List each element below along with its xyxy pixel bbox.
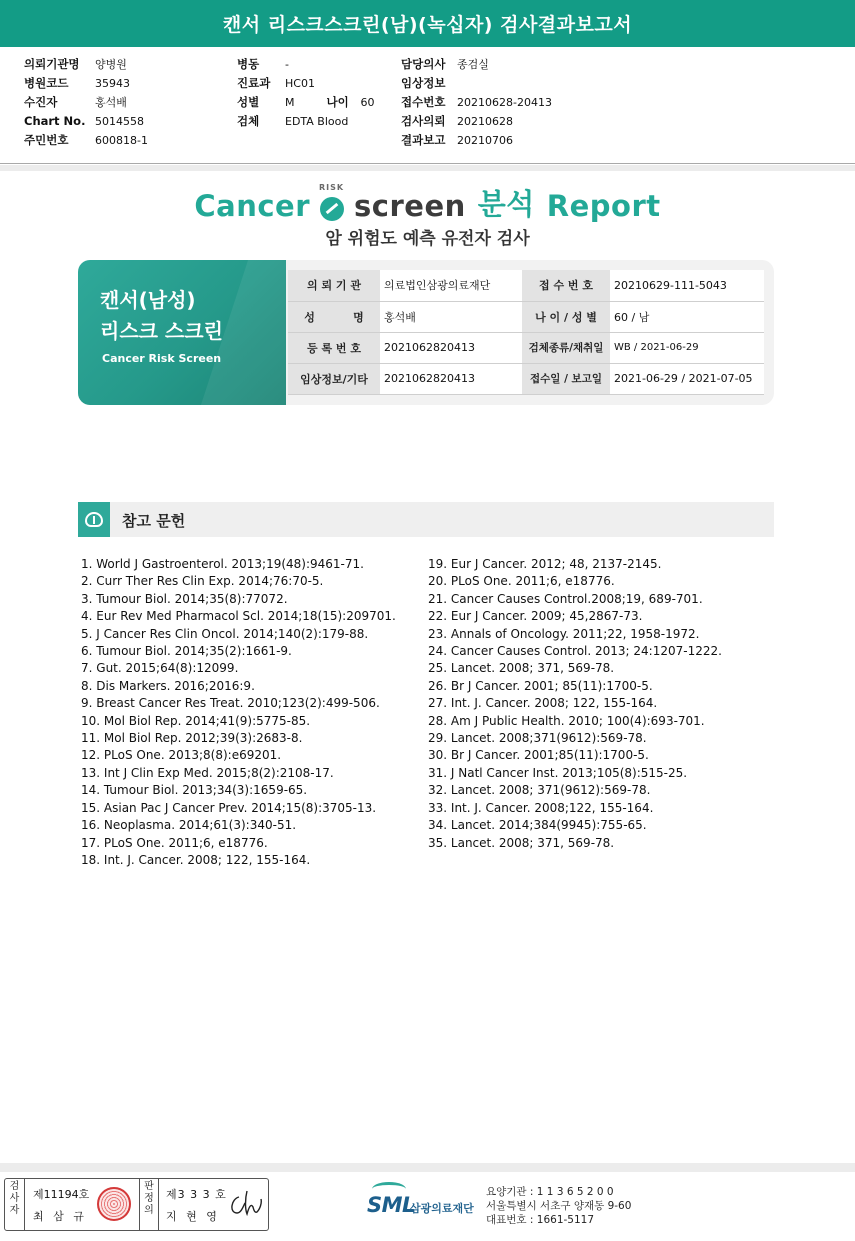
table-row bbox=[288, 332, 764, 363]
info-label: 결과보고 bbox=[401, 133, 446, 147]
info-row-specimen bbox=[237, 112, 375, 131]
examiner-license: 제11194호 bbox=[33, 1188, 90, 1201]
reference-item: 12. PLoS One. 2013;8(8):e69201. bbox=[81, 748, 282, 763]
info-label: 검사의뢰 bbox=[401, 114, 446, 128]
table-cell: WB / 2021-06-29 bbox=[610, 332, 764, 363]
examiner-name: 최 삼 규 bbox=[33, 1210, 87, 1223]
logo-cancer-text: Cancer bbox=[194, 189, 311, 223]
page-subtitle: 암 위험도 예측 유전자 검사 bbox=[325, 229, 530, 249]
info-row-request-date bbox=[401, 112, 552, 131]
info-value: 5014558 bbox=[95, 115, 144, 128]
card-title-panel bbox=[78, 260, 286, 405]
info-value: HC01 bbox=[285, 77, 315, 90]
card-title-line1: 캔서(남성) bbox=[100, 288, 196, 312]
reference-item: 6. Tumour Biol. 2014;35(2):1661-9. bbox=[81, 644, 292, 659]
patient-info-col2 bbox=[237, 55, 375, 131]
info-value: - bbox=[285, 58, 289, 71]
table-header-cell: 접 수 번 호 bbox=[522, 270, 610, 301]
info-label: 수진자 bbox=[24, 95, 58, 109]
references-list-left bbox=[81, 556, 396, 869]
card-title-en: Cancer Risk Screen bbox=[102, 352, 222, 365]
reference-item: 23. Annals of Oncology. 2011;22, 1958-1972. bbox=[428, 626, 700, 641]
info-row-report-date bbox=[401, 131, 552, 150]
report-title: 캔서 리스크스크린(남)(녹십자) 검사결과보고서 bbox=[0, 0, 855, 47]
reference-item: 16. Neoplasma. 2014;61(3):340-51. bbox=[81, 818, 297, 833]
logo-risk-text: RISK bbox=[319, 183, 345, 192]
info-label: 담당의사 bbox=[401, 57, 446, 71]
info-row-hospital-code bbox=[24, 74, 148, 93]
card-title-line2: 리스크 스크린 bbox=[100, 319, 223, 343]
reference-item: 25. Lancet. 2008; 371, 569-78. bbox=[428, 661, 615, 676]
reference-item: 32. Lancet. 2008; 371(9612):569-78. bbox=[428, 783, 651, 798]
table-header-cell: 성 명 bbox=[288, 301, 380, 332]
examiner-vertical-label: 검사자 bbox=[5, 1179, 25, 1230]
cancer-risk-screen-logo bbox=[0, 183, 855, 223]
table-cell: 2021062820413 bbox=[380, 332, 522, 363]
info-label: 임상정보 bbox=[401, 76, 446, 90]
reference-item: 18. Int. J. Cancer. 2008; 122, 155-164. bbox=[81, 852, 311, 867]
info-label: 나이 bbox=[326, 95, 349, 109]
table-header-cell: 검체종류/채취일 bbox=[522, 332, 610, 363]
reference-item: 15. Asian Pac J Cancer Prev. 2014;15(8):3705-13. bbox=[81, 800, 377, 815]
logo-screen-text: screen bbox=[354, 189, 466, 223]
info-value: 종검실 bbox=[457, 58, 489, 71]
signature-box bbox=[4, 1178, 269, 1231]
info-value: 600818-1 bbox=[95, 134, 148, 147]
table-cell: 2021-06-29 / 2021-07-05 bbox=[610, 363, 764, 394]
divider-band bbox=[0, 165, 855, 171]
info-value: 20210706 bbox=[457, 134, 513, 147]
reference-item: 29. Lancet. 2008;371(9612):569-78. bbox=[428, 731, 647, 746]
reference-item: 27. Int. J. Cancer. 2008; 122, 155-164. bbox=[428, 696, 658, 711]
reference-item: 9. Breast Cancer Res Treat. 2010;123(2):499-506. bbox=[81, 696, 380, 711]
reviewer-vertical-label: 판정의 bbox=[139, 1179, 159, 1230]
table-cell: 의료법인삼광의료재단 bbox=[380, 270, 522, 301]
reference-item: 2. Curr Ther Res Clin Exp. 2014;76:70-5. bbox=[81, 574, 324, 589]
reference-item: 35. Lancet. 2008; 371, 569-78. bbox=[428, 835, 615, 850]
reference-item: 10. Mol Biol Rep. 2014;41(9):5775-85. bbox=[81, 713, 311, 728]
info-label: 검체 bbox=[237, 114, 260, 128]
reference-item: 30. Br J Cancer. 2001;85(11):1700-5. bbox=[428, 748, 649, 763]
table-cell: 2021062820413 bbox=[380, 363, 522, 394]
reference-item: 14. Tumour Biol. 2013;34(3):1659-65. bbox=[81, 783, 308, 798]
info-label: 주민번호 bbox=[24, 133, 69, 147]
info-value: 20210628-20413 bbox=[457, 96, 552, 109]
info-label: 진료과 bbox=[237, 76, 271, 90]
reference-item: 22. Eur J Cancer. 2009; 45,2867-73. bbox=[428, 609, 643, 624]
info-value: 60 bbox=[360, 96, 375, 109]
contact-line: 대표번호 : 1661-5117 bbox=[486, 1214, 595, 1226]
patient-info-col1 bbox=[24, 55, 148, 150]
info-value: 양병원 bbox=[95, 58, 127, 71]
info-label: 의뢰기관명 bbox=[24, 57, 80, 71]
info-row-ward bbox=[237, 55, 375, 74]
reviewer-name: 지 현 영 bbox=[166, 1210, 220, 1223]
table-header-cell: 임상정보/기타 bbox=[288, 363, 380, 394]
info-row-department bbox=[237, 74, 375, 93]
info-row-sex-age bbox=[237, 93, 375, 112]
reference-item: 34. Lancet. 2014;384(9945):755-65. bbox=[428, 818, 647, 833]
info-value: M bbox=[285, 96, 295, 109]
divider bbox=[0, 163, 855, 164]
summary-card bbox=[78, 260, 774, 405]
reference-item: 33. Int. J. Cancer. 2008;122, 155-164. bbox=[428, 800, 654, 815]
reference-item: 5. J Cancer Res Clin Oncol. 2014;140(2):179-88. bbox=[81, 626, 369, 641]
table-cell: 홍석배 bbox=[380, 301, 522, 332]
table-header-cell: 나 이 / 성 별 bbox=[522, 301, 610, 332]
reference-item: 21. Cancer Causes Control.2008;19, 689-701. bbox=[428, 591, 703, 606]
reference-item: 31. J Natl Cancer Inst. 2013;105(8):515-25. bbox=[428, 765, 688, 780]
info-label: 병원코드 bbox=[24, 76, 69, 90]
info-label: 접수번호 bbox=[401, 95, 446, 109]
info-value: 홍석배 bbox=[95, 96, 127, 109]
info-row-hospital bbox=[24, 55, 148, 74]
reference-item: 3. Tumour Biol. 2014;35(8):77072. bbox=[81, 591, 288, 606]
table-cell: 20210629-111-5043 bbox=[610, 270, 764, 301]
reference-item: 24. Cancer Causes Control. 2013; 24:1207-1222. bbox=[428, 644, 722, 659]
table-row bbox=[288, 270, 764, 301]
reference-item: 19. Eur J Cancer. 2012; 48, 2137-2145. bbox=[428, 557, 662, 571]
info-row-resident-no bbox=[24, 131, 148, 150]
signature-scribble bbox=[227, 1189, 263, 1219]
table-row bbox=[288, 363, 764, 394]
table-row bbox=[288, 301, 764, 332]
info-label: Chart No. bbox=[24, 114, 86, 128]
contact-line: 서울특별시 서초구 양재동 9-60 bbox=[486, 1200, 632, 1212]
risk-icon bbox=[318, 183, 348, 223]
reviewer-license: 제3 3 3 호 bbox=[166, 1188, 227, 1201]
patient-info-col3 bbox=[401, 55, 552, 150]
table-header-cell: 의 뢰 기 관 bbox=[288, 270, 380, 301]
reference-item: 20. PLoS One. 2011;6, e18776. bbox=[428, 574, 615, 589]
info-row-receipt-no bbox=[401, 93, 552, 112]
info-row-clinical bbox=[401, 74, 552, 93]
reference-item: 17. PLoS One. 2011;6, e18776. bbox=[81, 835, 268, 850]
info-value: 20210628 bbox=[457, 115, 513, 128]
logo-analysis-text: 분석 bbox=[477, 187, 535, 221]
references-list-right bbox=[428, 556, 722, 852]
reference-item: 28. Am J Public Health. 2010; 100(4):693-701. bbox=[428, 713, 705, 728]
table-header-cell: 접수일 / 보고일 bbox=[522, 363, 610, 394]
summary-table bbox=[288, 270, 764, 395]
reference-item: 11. Mol Biol Rep. 2012;39(3):2683-8. bbox=[81, 731, 303, 746]
footer-divider bbox=[0, 1163, 855, 1172]
org-logo-abbr: SML bbox=[367, 1193, 415, 1217]
references-title: 참고 문헌 bbox=[122, 512, 186, 530]
org-name: 삼광의료재단 bbox=[410, 1202, 474, 1215]
table-cell: 60 / 남 bbox=[610, 301, 764, 332]
logo-report-text: Report bbox=[546, 189, 661, 223]
reference-item: 8. Dis Markers. 2016;2016:9. bbox=[81, 678, 255, 693]
info-value: EDTA Blood bbox=[285, 115, 349, 128]
contact-info bbox=[486, 1185, 631, 1227]
reference-item: 1. World J Gastroenterol. 2013;19(48):9461-71. bbox=[81, 557, 364, 571]
info-row-doctor bbox=[401, 55, 552, 74]
references-header bbox=[78, 502, 774, 537]
reference-item: 7. Gut. 2015;64(8):12099. bbox=[81, 661, 239, 676]
info-label: 병동 bbox=[237, 57, 260, 71]
reference-item: 13. Int J Clin Exp Med. 2015;8(2):2108-17. bbox=[81, 765, 334, 780]
info-row-patient bbox=[24, 93, 148, 112]
info-row-chart-no bbox=[24, 112, 148, 131]
brain-icon bbox=[78, 502, 110, 537]
reference-item: 26. Br J Cancer. 2001; 85(11):1700-5. bbox=[428, 678, 653, 693]
reference-item: 4. Eur Rev Med Pharmacol Scl. 2014;18(15):209701. bbox=[81, 609, 396, 624]
table-header-cell: 등 록 번 호 bbox=[288, 332, 380, 363]
risk-circle-icon bbox=[320, 197, 344, 221]
contact-line: 요양기관 : 1 1 3 6 5 2 0 0 bbox=[486, 1186, 614, 1198]
seal-stamp-icon bbox=[97, 1187, 131, 1221]
info-label: 성별 bbox=[237, 95, 260, 109]
info-value: 35943 bbox=[95, 77, 130, 90]
